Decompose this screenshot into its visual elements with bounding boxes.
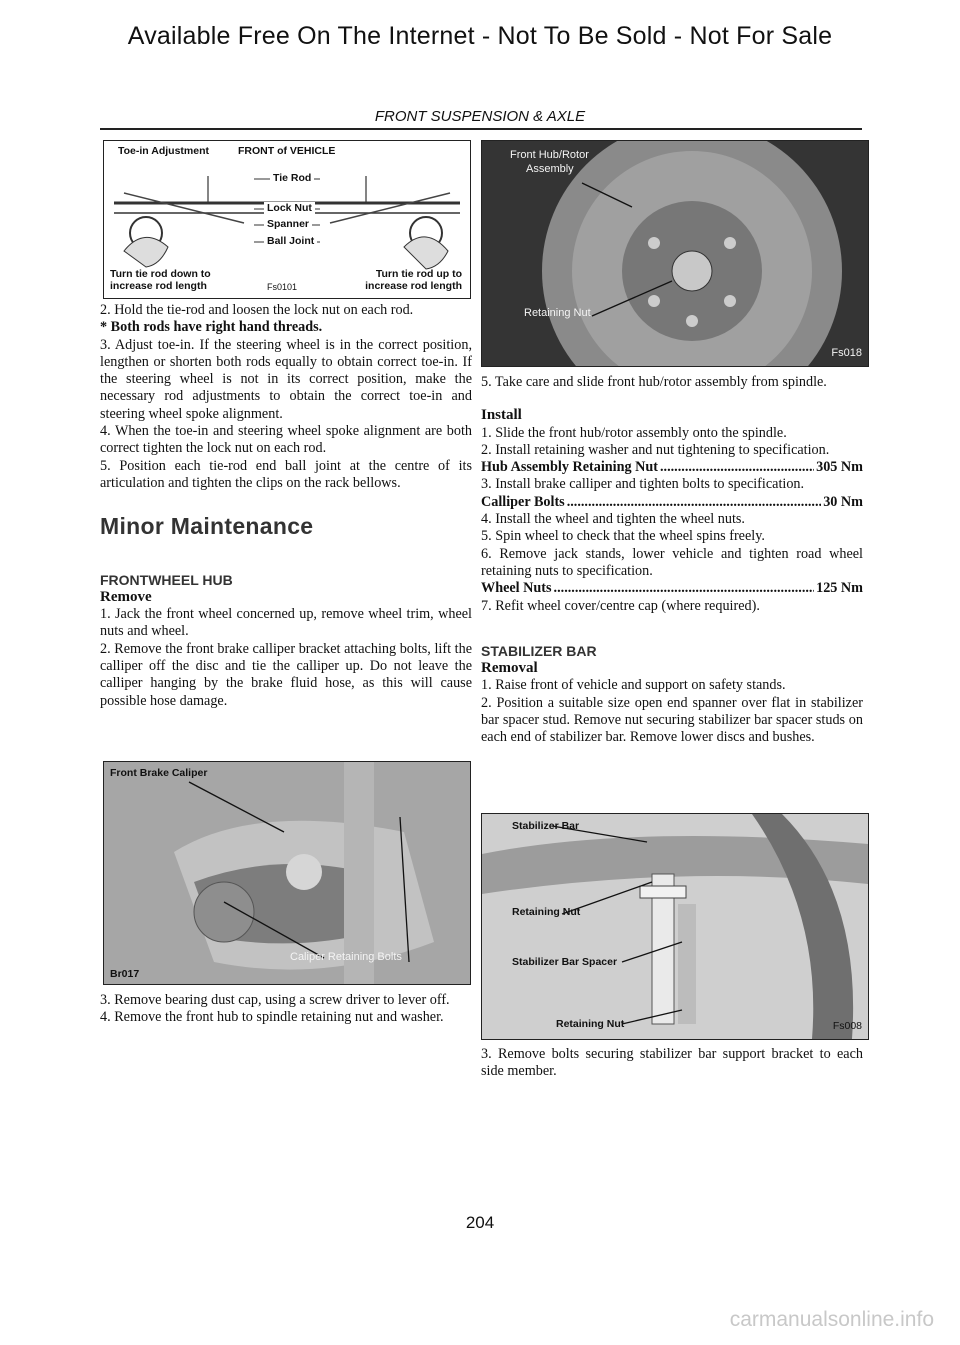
install-step-7: 7. Refit wheel cover/centre cap (where required).	[481, 597, 760, 614]
toe-in-diagram	[103, 140, 471, 299]
thread-note: * Both rods have right hand threads.	[100, 319, 323, 336]
site-watermark: carmanualsonline.info	[729, 1308, 934, 1331]
install-step-2: 2. Install retaining washer and nut tightening to specification.	[481, 441, 830, 458]
stabilizer-spacer-label: Stabilizer Bar Spacer	[512, 956, 618, 968]
right-column-tail	[481, 1046, 863, 1081]
diagram-title: Toe-in Adjustment	[118, 145, 209, 157]
stab-step-3: 3. Remove bolts securing stabilizer bar support bracket to each side member.	[481, 1046, 863, 1080]
retaining-nut-lower-label: Retaining Nut	[556, 1018, 625, 1030]
spec-wheel-nuts-value: 125 Nm	[816, 580, 863, 597]
caliper-photo	[103, 761, 471, 985]
install-step-3: 3. Install brake calliper and tighten bolts to specification.	[481, 476, 805, 493]
spec-calliper-bolts	[481, 494, 863, 511]
hub-code: Fs018	[831, 347, 862, 359]
install-step-6: 6. Remove jack stands, lower vehicle and tighten road wheel retaining nuts to specification.	[481, 545, 863, 579]
left-note-line2: increase rod length	[110, 280, 207, 292]
right-column	[481, 374, 863, 747]
left-note-line1: Turn tie rod down to	[110, 268, 211, 280]
page-number: 204	[465, 1213, 495, 1232]
tie-rod-label: Tie Rod	[270, 172, 314, 184]
chapter-title: FRONT SUSPENSION & AXLE	[374, 108, 586, 125]
stab-step-2: 2. Position a suitable size open end spanner over flat in stabilizer bar spacer stud. Remove nut securing stabilizer bar spacer studs on each end of stabilizer bar. Remove lower discs and bushes.	[481, 694, 863, 746]
stabilizer-bar-label: Stabilizer Bar	[512, 820, 580, 832]
spec-calliper-bolts-label: Calliper Bolts	[481, 493, 565, 510]
remove-step-2: 2. Remove the front brake calliper bracket attaching bolts, lift the calliper off the disc and tie the calliper up. Do not leave the calliper hanging by the brake fluid hose, as this will cause possible hose damage.	[100, 640, 472, 709]
caliper-drawing	[104, 762, 470, 984]
step-3: 3. Adjust toe-in. If the steering wheel is in the correct position, lengthen or shorten both rods equally to obtain correct toe-in. If the steering wheel is not in its correct position, make the necessary rod adjustments to obtain the correct toe-in and steering wheel spoke alignment.	[100, 336, 472, 422]
right-note-line2: increase rod length	[365, 280, 462, 292]
spec-hub-nut-label: Hub Assembly Retaining Nut	[481, 459, 658, 476]
hub-label-line2: Assembly	[526, 163, 574, 175]
spec-wheel-nuts-label: Wheel Nuts	[481, 580, 552, 597]
diagram-code: Fs0101	[267, 282, 298, 292]
header-banner: Available Free On The Internet - Not To Be Sold - Not For Sale	[127, 22, 833, 50]
stabilizer-code: Fs008	[832, 1020, 862, 1032]
hub-rotor-photo	[481, 140, 869, 367]
stabilizer-drawing	[482, 814, 868, 1039]
install-step-5: 5. Spin wheel to check that the wheel spins freely.	[481, 528, 765, 545]
caliper-code: Br017	[110, 968, 140, 980]
remove-step-3: 3. Remove bearing dust cap, using a screw driver to lever off.	[100, 992, 450, 1008]
spec-hub-nut-value: 305 Nm	[816, 459, 863, 476]
remove-step-4: 4. Remove the front hub to spindle retaining nut and washer.	[100, 1009, 444, 1026]
removal-heading: Removal	[481, 660, 538, 677]
front-label: FRONT of VEHICLE	[238, 145, 336, 157]
remove-step-5: 5. Take care and slide front hub/rotor assembly from spindle.	[481, 374, 827, 390]
remove-heading: Remove	[100, 588, 152, 605]
right-note-line1: Turn tie rod up to	[375, 268, 462, 280]
step-5: 5. Position each tie-rod end ball joint at the centre of its articulation and tighten the clips on the rack bellows.	[100, 457, 472, 491]
stab-step-1: 1. Raise front of vehicle and support on safety stands.	[481, 677, 786, 694]
spec-hub-nut	[481, 459, 863, 476]
caliper-label: Front Brake Caliper	[110, 767, 208, 779]
caliper-bolts-label: Caliper Retaining Bolts	[290, 951, 402, 963]
lock-nut-label: Lock Nut	[264, 202, 315, 214]
retaining-nut-label: Retaining Nut	[524, 307, 591, 319]
stabilizer-bar-photo	[481, 813, 869, 1040]
left-column	[100, 302, 472, 710]
stabilizer-bar-heading: STABILIZER BAR	[481, 642, 597, 659]
spanner-label: Spanner	[264, 218, 312, 230]
left-column-tail	[100, 992, 472, 1027]
remove-step-1: 1. Jack the front wheel concerned up, remove wheel trim, wheel nuts and wheel.	[100, 606, 472, 640]
step-2: 2. Hold the tie-rod and loosen the lock nut on each rod.	[100, 302, 414, 318]
minor-maintenance-heading: Minor Maintenance	[100, 513, 314, 540]
install-heading: Install	[481, 407, 522, 424]
spec-wheel-nuts	[481, 580, 863, 597]
install-step-4: 4. Install the wheel and tighten the wheel nuts.	[481, 511, 745, 528]
hub-label-line1: Front Hub/Rotor	[510, 149, 589, 161]
step-4: 4. When the toe-in and steering wheel spoke alignment are both correct tighten the lock nut on each rod.	[100, 423, 472, 457]
retaining-nut-upper-label: Retaining Nut	[512, 906, 581, 918]
header-rule	[100, 128, 862, 130]
install-step-1: 1. Slide the front hub/rotor assembly onto the spindle.	[481, 424, 787, 441]
ball-joint-label: Ball Joint	[264, 235, 317, 247]
spec-calliper-bolts-value: 30 Nm	[823, 493, 863, 510]
front-wheel-hub-heading: FRONTWHEEL HUB	[100, 571, 233, 588]
